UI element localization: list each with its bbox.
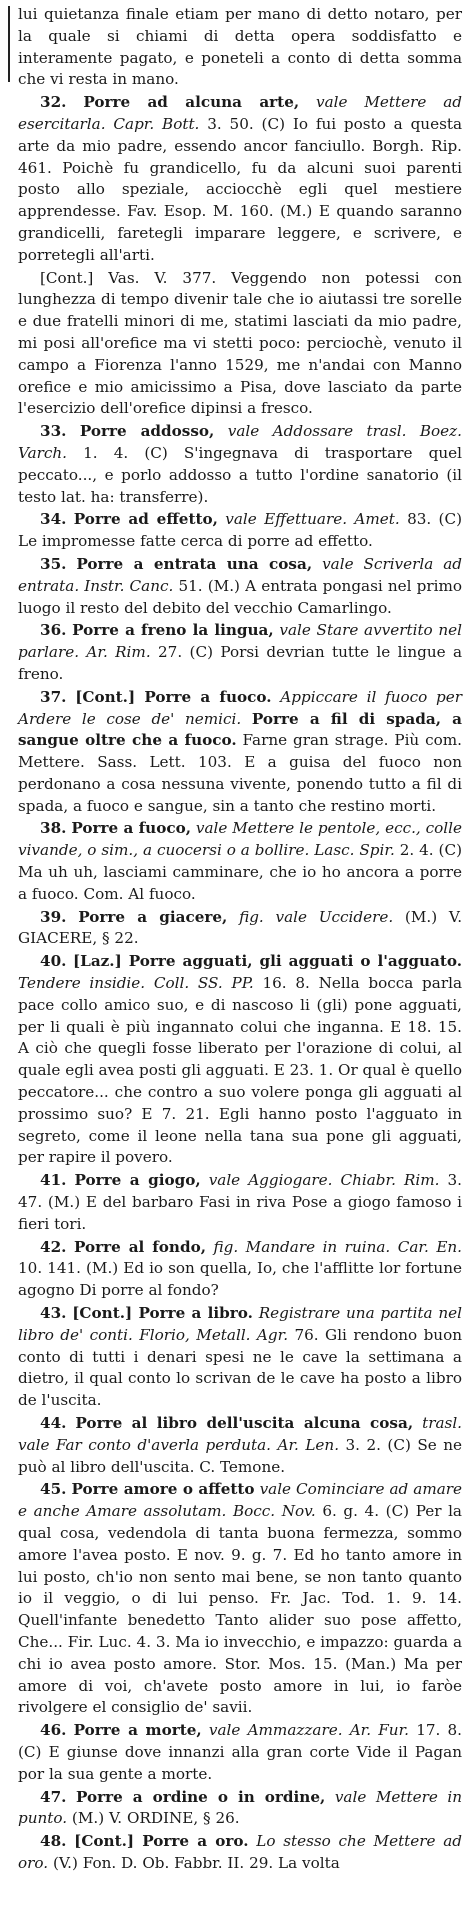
entry-43	[18, 1303, 462, 1412]
definition: trasl. vale Far conto d'averla perduta. Ar. Len.	[18, 1414, 463, 1454]
definition: vale Scriverla ad entrata. Instr. Canc.	[18, 554, 463, 595]
definition: vale Mettere le pentole, ecc., colle vivande, o sim., a cuocersi o a bollire. Lasc. Spir.	[18, 819, 462, 860]
entry-number: 42.	[40, 1237, 67, 1256]
entry-number: 33.	[40, 422, 67, 441]
entry-38	[18, 818, 462, 905]
headword: Porre al libro dell'uscita alcuna cosa,	[75, 1414, 414, 1432]
entry-text: 3. 47. (M.) E del barbaro Fasi in riva Pose a giogo famoso i fieri tori.	[18, 1171, 463, 1233]
entry-35	[18, 554, 462, 619]
entry-text: 16. 8. Nella bocca parla pace collo amico suo, e di nascoso li (gli) pone agguati, per li quali è più ingannato colui che inganna. E 18. 15. A ciò che quegli fosse liberato per l'orazione di colui, al quale egli avea posti gli agguati. E 23. 1. Or qual è quello peccatore... che contro a suo volere ponga gli agguati al prossimo suo? E 7. 21. Egli hanno posto l'agguato in segreto, come il leone nella tana sua pone gli agguati, per rapire il povero.	[18, 974, 462, 1167]
definition: vale Ammazzare. Ar. Fur.	[208, 1721, 409, 1740]
entry-39	[18, 907, 462, 951]
definition: vale Addossare trasl. Boez. Varch.	[18, 422, 462, 462]
entry-47	[18, 1787, 462, 1831]
entry-text: 17. 8. (C) E giunse dove innanzi alla gran corte Vide il Pagan por la sua gente a morte.	[18, 1721, 463, 1783]
entry-number: 44.	[40, 1414, 67, 1432]
entry-36	[18, 620, 462, 685]
entry-text: 6. g. 4. (C) Per la qual cosa, vedendola di tanta buona fermezza, sommo amore l'avea posto. E nov. 9. g. 7. Ed ho tanto amore in lui posto, ch'io non sento mai bene, se non tanto quanto io il veggio, o di lui penso. Fr. Jac. Tod. 1. 9. 14. Quell'infante benedetto Tanto alider suo pose affetto, Che... Fir. Luc. 4. 3. Ma io invecchio, e impazzo: guarda a chi io avea posto amore. Stor. Mos. 15. (Man.) Ma per amore di voi, ch'avete posto amore in lui, io faròe rivolgere el consiglio de' savii.	[18, 1502, 462, 1717]
headword: Porre amore o affetto	[71, 1480, 255, 1499]
entry-44	[18, 1413, 462, 1478]
entry-text: 83. (C) Le impromesse fatte cerca di porre ad effetto.	[18, 510, 463, 551]
headword: [Cont.] Porre a libro.	[72, 1304, 253, 1323]
entry-number: 48.	[40, 1832, 67, 1851]
entry-46	[18, 1720, 462, 1785]
entry-text: 76. Gli rendono buon conto di tutti i denari spesi ne le cave la settimana a dietro, il qual conto lo scrivan de le cave ha posto a libro de l'uscita.	[18, 1325, 463, 1410]
definition: Registrare una partita nel libro de' conti. Florio, Metall. Agr.	[18, 1304, 463, 1344]
entry-number: 46.	[40, 1721, 67, 1740]
entry-text: 27. (C) Porsi devrian tutte le lingue a freno.	[18, 643, 462, 683]
entry-32-cont	[18, 268, 462, 421]
definition: Tendere insidie. Coll. SS. PP.	[18, 974, 254, 993]
headword: Porre a giogo,	[74, 1171, 201, 1190]
entry-text: lui quietanza finale etiam per mano di detto notaro, per la quale si chiami di detta opera soddisfatto e interamente pagato, e poneteli a conto di detta somma che vi resta in mano.	[18, 5, 462, 89]
headword: Porre a giacere,	[78, 907, 228, 926]
entry-text: (M.) V. ORDINE, § 26.	[71, 1809, 240, 1828]
entry-text: (V.) Fon. D. Ob. Fabbr. II. 29. La volta	[52, 1853, 340, 1872]
entry-number: 41.	[40, 1171, 67, 1190]
entry-number: 47.	[40, 1787, 67, 1806]
definition: fig. vale Uccidere.	[239, 907, 394, 926]
entry-number: 37.	[40, 687, 67, 706]
headword: [Cont.] Porre a fuoco.	[75, 687, 272, 706]
entry-number: 45.	[40, 1480, 67, 1499]
entry-continuation	[18, 4, 462, 91]
entry-text: 3. 50. (C) Io fui posto a questa arte da mio padre, essendo ancor fanciullo. Borgh. Rip. 461. Poichè fu grandicello, fu da alcuni suoi parenti posto allo speziale, acciocchè egli quel mestiere apprendesse. Fav. Esop. M. 160. (M.) E quando saranno grandicelli, faretegli imparare leggere, e scrivere, e porretegli all'arti.	[18, 114, 463, 264]
entry-number: 36.	[40, 621, 67, 640]
headword: Porre a fuoco,	[71, 819, 192, 838]
definition: vale Aggiogare. Chiabr. Rim.	[208, 1171, 440, 1190]
definition: fig. Mandare in ruina. Car. En.	[213, 1237, 463, 1256]
entry-text: (M.) V. GIACERE, § 22.	[18, 907, 463, 948]
entry-37	[18, 687, 462, 818]
entry-number: 38.	[40, 819, 67, 838]
entry-32	[18, 92, 462, 266]
definition: vale Effettuare. Amet.	[225, 510, 400, 529]
headword-secondary: Porre a fil di spada, a sangue oltre che a fuoco.	[18, 709, 462, 750]
headword: Porre a ordine o in ordine,	[75, 1787, 326, 1806]
entry-number: 35.	[40, 554, 67, 573]
entry-text: Farne gran strage. Più com. Mettere. Sass. Lett. 103. E a guisa del fuoco non perdonano a cosa nessuna vivente, ponendo tutto a fil di spada, a fuoco e sangue, sin a tanto che restino morti.	[18, 731, 462, 815]
entry-text: 2. 4. (C) Ma uh uh, lasciami camminare, che io ho ancora a porre a fuoco. Com. Al fuoco.	[18, 841, 463, 903]
entry-text: 51. (M.) A entrata pongasi nel primo luogo il resto del debito del vecchio Camarlingo.	[18, 576, 463, 617]
headword: [Cont.] Porre a oro.	[74, 1832, 249, 1851]
definition: Appiccare il fuoco per Ardere le cose de' nemici.	[18, 687, 463, 728]
headword: Porre ad effetto,	[73, 510, 218, 529]
headword: Porre a morte,	[73, 1721, 202, 1740]
entry-text: [Cont.] Vas. V. 377. Veggendo non potessi con lunghezza di tempo divenir tale che io aiutassi tre sorelle e due fratelli minori di me, statimi lasciati da mio padre, mi posi all'orefice ma vi stetti poco: perciochè, venuto il campo a Fiorenza l'anno 1529, me n'andai con Manno orefice e mio amicissimo a Pisa, dove lasciato da parte l'esercizio dell'orefice dipinsi a fresco.	[18, 268, 462, 418]
entry-number: 39.	[40, 907, 67, 926]
entry-number: 43.	[40, 1304, 67, 1323]
headword: Porre al fondo,	[73, 1237, 206, 1256]
entry-number: 40.	[40, 952, 67, 971]
headword: Porre a entrata una cosa,	[76, 554, 313, 573]
entry-number: 34.	[40, 510, 67, 529]
entry-48	[18, 1831, 462, 1875]
definition: vale Stare avvertito nel parlare. Ar. Rim.	[18, 621, 463, 662]
headword: Porre ad alcuna arte,	[83, 93, 300, 112]
entry-40	[18, 951, 462, 1169]
entry-45	[18, 1479, 462, 1719]
entry-41	[18, 1170, 462, 1235]
definition: vale Mettere in punto.	[18, 1787, 463, 1828]
headword: Porre addosso,	[79, 422, 215, 441]
entry-text: 1. 4. (C) S'ingegnava di trasportare quel peccato..., e porlo addosso a tutto l'ordine sanatorio (il testo lat. ha: transferre).	[18, 443, 462, 506]
margin-rule	[8, 6, 10, 82]
definition: Lo stesso che Mettere ad oro.	[18, 1832, 462, 1872]
entry-42	[18, 1237, 462, 1302]
entry-text: 10. 141. (M.) Ed io son quella, Io, che l'afflitte lor fortune agogno Di porre al fondo?	[18, 1259, 462, 1300]
headword: Porre a freno la lingua,	[72, 621, 274, 640]
definition: vale Cominciare ad amare e anche Amare assolutam. Bocc. Nov.	[18, 1480, 463, 1521]
entry-text: 3. 2. (C) Se ne può al libro dell'uscita. C. Temone.	[18, 1435, 463, 1476]
entry-34	[18, 509, 462, 553]
definition: vale Mettere ad esercitarla. Capr. Bott.	[18, 93, 463, 133]
headword: [Laz.] Porre agguati, gli agguati o l'agguato.	[72, 952, 463, 971]
entry-33	[18, 421, 462, 508]
entry-number: 32.	[40, 93, 67, 112]
